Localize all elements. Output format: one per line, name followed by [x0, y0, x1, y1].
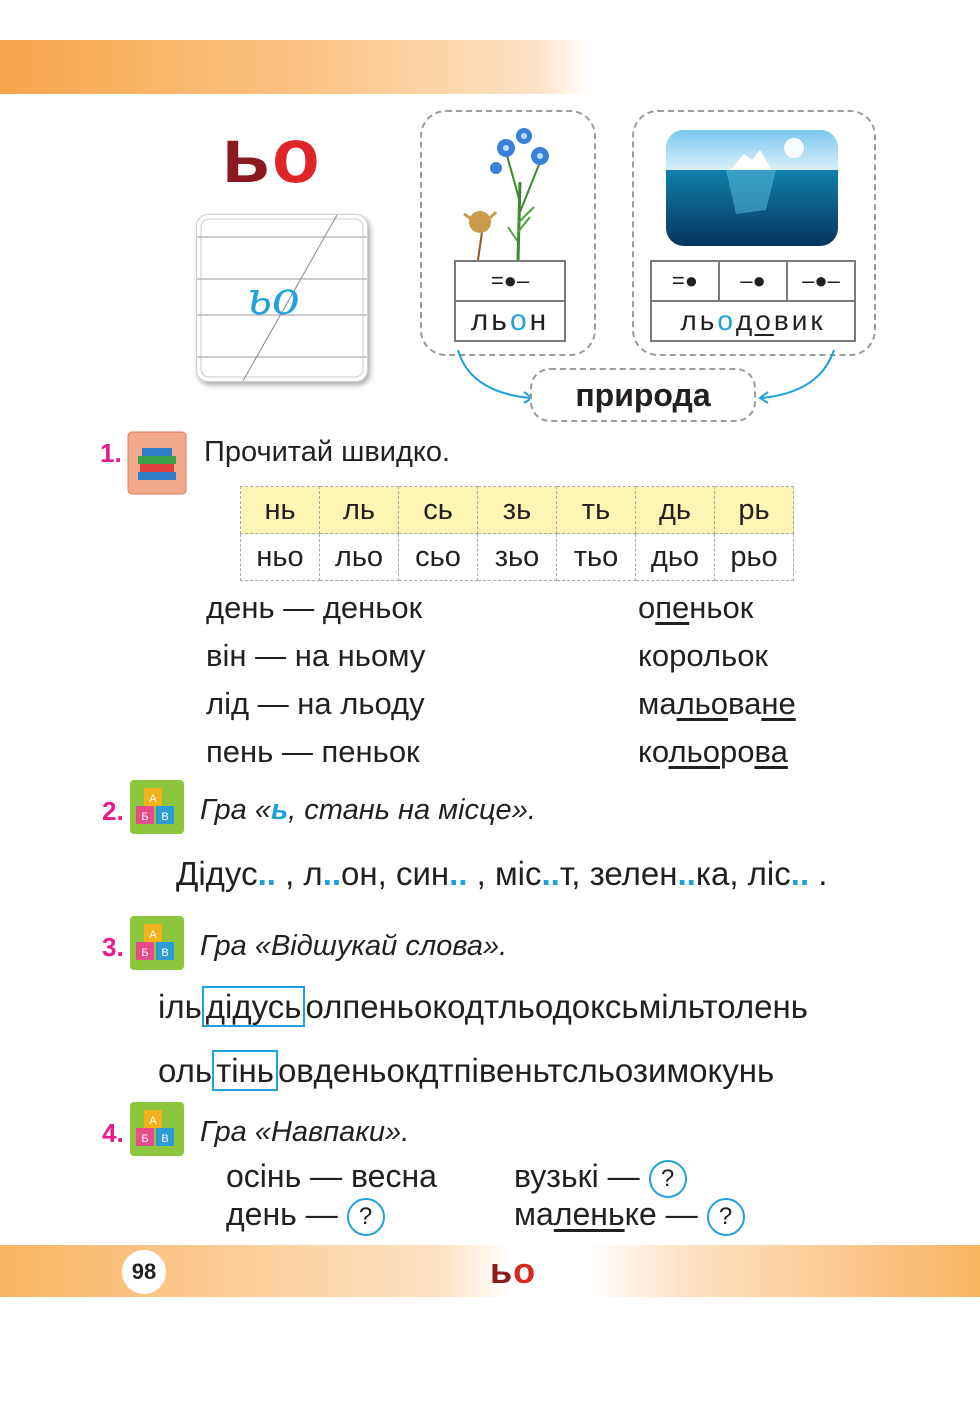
- word-malovane: мальоване: [638, 686, 796, 721]
- title-letter: ь: [270, 794, 289, 826]
- books-icon: [124, 428, 190, 498]
- word-pair: пень — пеньок: [206, 734, 420, 769]
- scheme-cell: =●–: [490, 268, 530, 293]
- svg-text:В: В: [161, 947, 169, 959]
- word-part: , л: [285, 855, 323, 892]
- word-part-vowel: о: [717, 305, 736, 336]
- pair-word: ке —: [624, 1196, 698, 1232]
- syllable-cell: ль: [320, 487, 399, 534]
- title-part: Гра «: [200, 794, 271, 826]
- syllable-cell: сьо: [399, 534, 478, 581]
- word-part: ль: [680, 305, 718, 336]
- abc-blocks-icon: [126, 1098, 188, 1160]
- gap-dots: ..: [677, 855, 696, 892]
- footer-soft-sign: ь: [490, 1250, 514, 1291]
- gap-dots: ..: [257, 855, 276, 892]
- answer-slot[interactable]: ?: [649, 1160, 687, 1198]
- word-part: ка, ліс: [695, 855, 791, 892]
- flax-flower-icon: [458, 122, 568, 262]
- iceberg-icon: [666, 130, 838, 246]
- syllable-table: [240, 486, 794, 581]
- scheme-cell: =●: [671, 268, 699, 293]
- exercise-4-title: Гра «Навпаки».: [200, 1116, 410, 1148]
- word-pair: лід — на льоду: [206, 686, 425, 721]
- abc-blocks-icon: [126, 912, 188, 974]
- word-part: ль: [470, 304, 510, 337]
- letter-chain-2: [158, 1052, 774, 1090]
- scheme-cell: –●: [718, 262, 786, 300]
- word-part: , міс: [476, 855, 542, 892]
- exercise-3-number: 3.: [102, 932, 124, 962]
- exercise-4-number: 4.: [102, 1118, 124, 1148]
- word-part: т, зелен: [559, 855, 678, 892]
- letter-soft-sign: ь: [222, 111, 272, 199]
- svg-text:В: В: [161, 1133, 169, 1145]
- word-part: он, син: [341, 855, 450, 892]
- found-word-box: тінь: [212, 1050, 278, 1091]
- exercise-2-number: 2.: [102, 796, 124, 826]
- pair-word: день —: [226, 1196, 338, 1232]
- syllable-cell: рьо: [715, 534, 794, 581]
- title-part: , стань на місце».: [288, 794, 536, 826]
- chain-part: овденьокдтпівеньтсльозимокунь: [277, 1052, 775, 1089]
- handwriting-text: ьо: [247, 271, 300, 325]
- word-list-right: [638, 584, 796, 776]
- syllable-cell: ньо: [241, 534, 320, 581]
- opposite-pair: [226, 1196, 385, 1236]
- footer-letters: [490, 1250, 536, 1292]
- syllable-cell: рь: [715, 487, 794, 534]
- gap-dots: ..: [322, 855, 342, 892]
- answer-slot[interactable]: ?: [707, 1198, 745, 1236]
- word-iceberg: [652, 302, 854, 340]
- opposite-pair: [514, 1158, 687, 1198]
- picture-box-iceberg: [632, 110, 876, 356]
- syllable-cell: нь: [241, 487, 320, 534]
- svg-text:Б: Б: [141, 1133, 149, 1145]
- word-flax: [456, 302, 564, 340]
- syllable-cell: ть: [557, 487, 636, 534]
- word-pairs-left: [206, 584, 425, 776]
- svg-text:А: А: [149, 1115, 157, 1127]
- svg-text:В: В: [161, 811, 169, 823]
- letter-chain-1: [158, 988, 808, 1026]
- footer-letter-o: о: [513, 1250, 537, 1291]
- letter-o: о: [271, 111, 322, 199]
- svg-text:Б: Б: [141, 947, 149, 959]
- pair-word: вузькі —: [514, 1158, 640, 1194]
- syllable-cell: дьо: [636, 534, 715, 581]
- nature-label: природа: [530, 368, 756, 422]
- syllable-cell: тьо: [557, 534, 636, 581]
- opposite-pair: [514, 1196, 745, 1236]
- svg-text:А: А: [149, 793, 157, 805]
- exercise-1-number: 1.: [100, 438, 122, 468]
- scheme-cell-stressed: –●–: [786, 262, 854, 300]
- page-number: 98: [122, 1250, 166, 1294]
- answer-slot[interactable]: ?: [347, 1198, 385, 1236]
- gap-dots: ..: [449, 855, 468, 892]
- chain-part: олпеньокодтльодоксьмільтолень: [305, 988, 808, 1025]
- word-part-underlined: до: [735, 305, 774, 336]
- header-band: [0, 40, 980, 94]
- svg-text:А: А: [149, 929, 157, 941]
- gap-dots: ..: [541, 855, 560, 892]
- abc-blocks-icon: [126, 776, 188, 838]
- exercise-2-words: [176, 855, 827, 893]
- sound-scheme-flax: [454, 260, 566, 342]
- syllable-cell: сь: [399, 487, 478, 534]
- pair-word: ма: [514, 1196, 554, 1232]
- exercise-3-title: Гра «Відшукай слова».: [200, 930, 508, 962]
- syllable-cell: льо: [320, 534, 399, 581]
- word-part: .: [818, 855, 828, 892]
- word-openkok: опеньок: [638, 590, 754, 625]
- syllable-cell: дь: [636, 487, 715, 534]
- chain-part: іль: [158, 988, 202, 1025]
- word-pair: день — деньок: [206, 590, 423, 625]
- exercise-1-title: Прочитай швидко.: [204, 436, 451, 468]
- word-kolorova: кольорова: [638, 734, 788, 769]
- handwriting-card: [196, 214, 368, 382]
- word-part: н: [529, 304, 550, 337]
- word-part: вик: [773, 305, 826, 336]
- lesson-letters: [222, 110, 322, 201]
- gap-dots: ..: [790, 855, 810, 892]
- chain-part: оль: [158, 1052, 213, 1089]
- sound-scheme-iceberg: [650, 260, 856, 342]
- syllable-cell: зьо: [478, 534, 557, 581]
- exercise-2-title: [200, 794, 536, 827]
- found-word-box: дідусь: [202, 986, 306, 1027]
- svg-text:Б: Б: [141, 811, 149, 823]
- word: корольок: [638, 638, 768, 673]
- pair-word-underlined: лень: [553, 1196, 625, 1232]
- picture-box-flax: [420, 110, 596, 356]
- opposite-pair: осінь — весна: [226, 1158, 437, 1194]
- word-pair: він — на ньому: [206, 638, 426, 673]
- syllable-cell: зь: [478, 487, 557, 534]
- word-part: Дідус: [176, 855, 258, 892]
- word-part-vowel: о: [509, 304, 530, 337]
